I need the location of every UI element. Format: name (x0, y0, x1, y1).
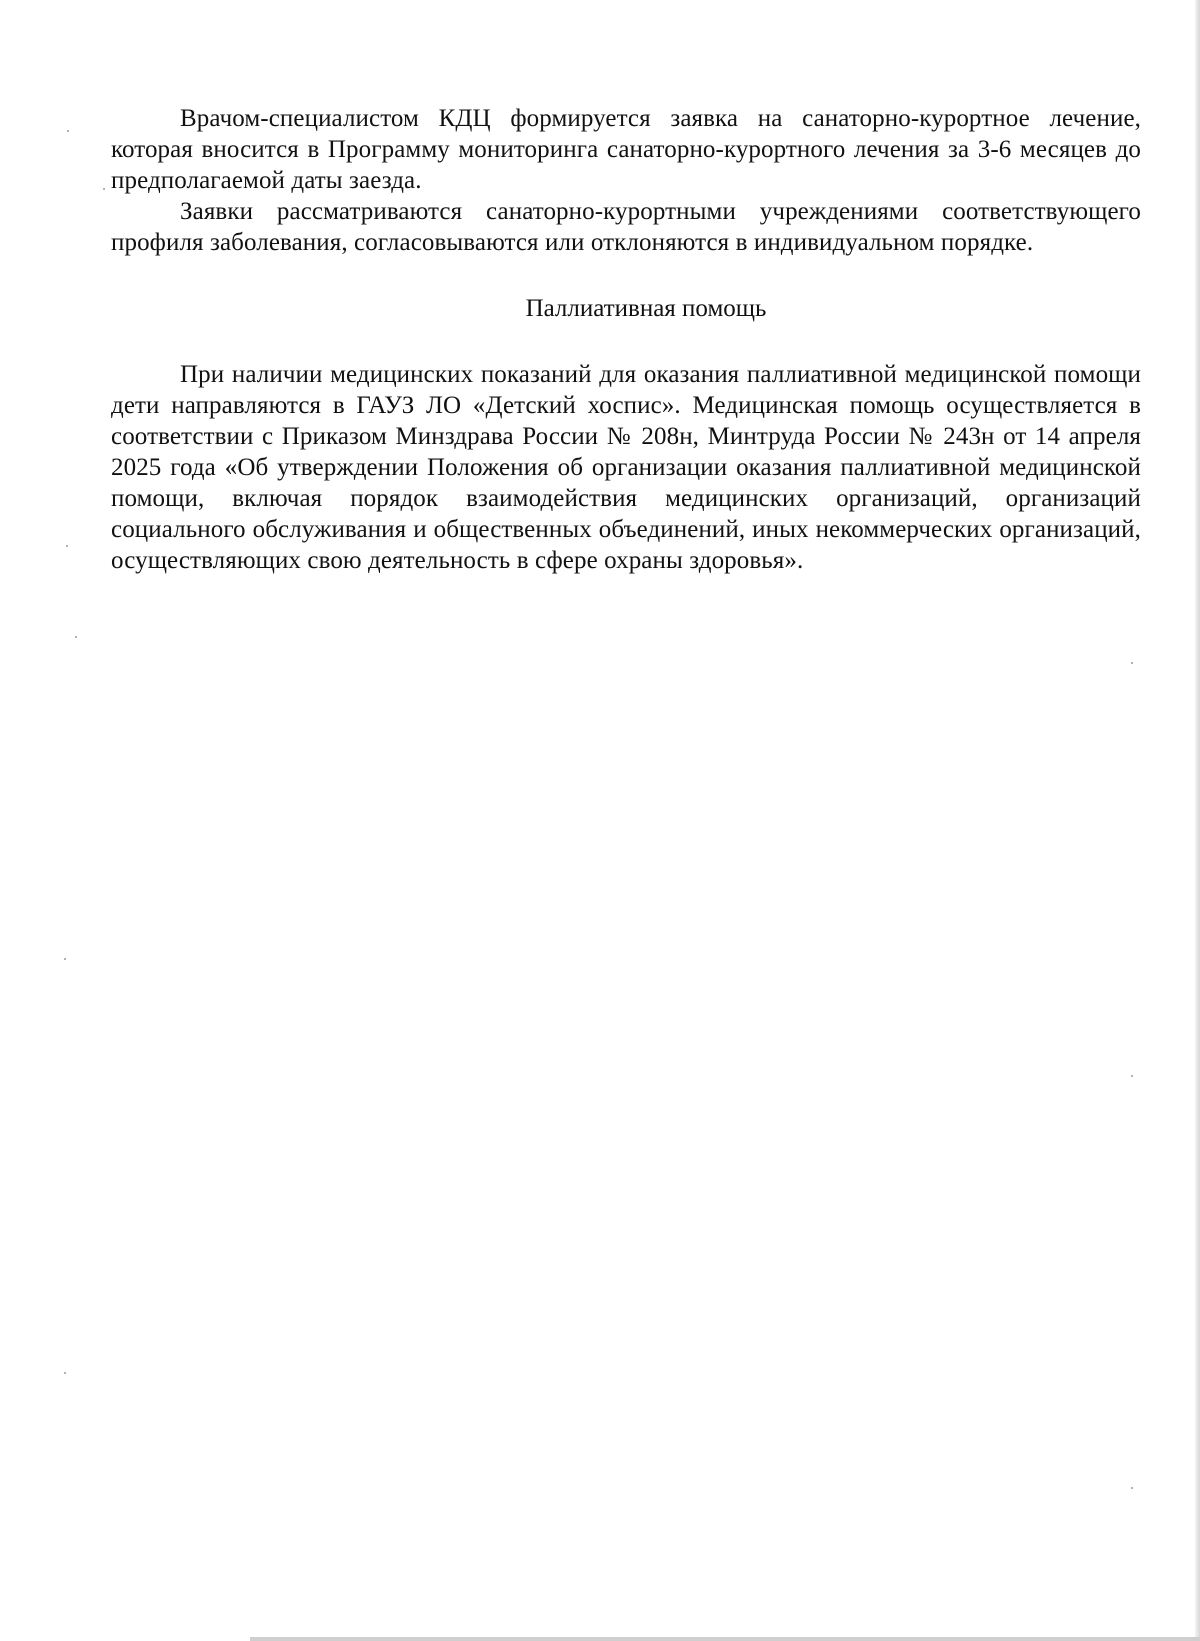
scan-speck (1131, 1075, 1133, 1077)
paragraph-sanatorium-review: Заявки рассматриваются санаторно-курортными учреждениями соответствующего профиля заболевания, согласовываются или отклоняются в индивидуальном порядке. (111, 198, 1141, 256)
scan-speck (1131, 1487, 1133, 1489)
scan-speck (103, 188, 105, 190)
scan-bottom-edge (250, 1637, 1200, 1641)
document-body (111, 103, 1141, 576)
paragraph-palliative-care: При наличии медицинских показаний для оказания паллиативной медицинской помощи дети направляются в ГАУЗ ЛО «Детский хоспис». Медицинская помощь осуществляется в соответствии с Приказом Минздрава России № 208н, Минтруда России № 243н от 14 апреля 2025 года «Об утверждении Положения об организации оказания паллиативной медицинской помощи, включая порядок взаимодействия медицинских организаций, организаций социального обслуживания и общественных объединений, иных некоммерческих организаций, осуществляющих свою деятельность в сфере охраны здоровья». (111, 361, 1141, 574)
scan-speck (64, 1372, 66, 1374)
scan-speck (75, 636, 77, 638)
scan-speck (64, 958, 66, 960)
scan-speck (66, 545, 68, 547)
scan-speck (1131, 662, 1133, 664)
scan-right-edge (1195, 0, 1200, 1641)
scan-speck (67, 130, 69, 132)
section-heading-palliative-care: Паллиативная помощь (525, 295, 767, 322)
paragraph-sanatorium-request: Врачом-специалистом КДЦ формируется заявка на санаторно-курортное лечение, которая вносится в Программу мониторинга санаторно-курортного лечения за 3-6 месяцев до предполагаемой даты заезда. (111, 105, 1141, 194)
